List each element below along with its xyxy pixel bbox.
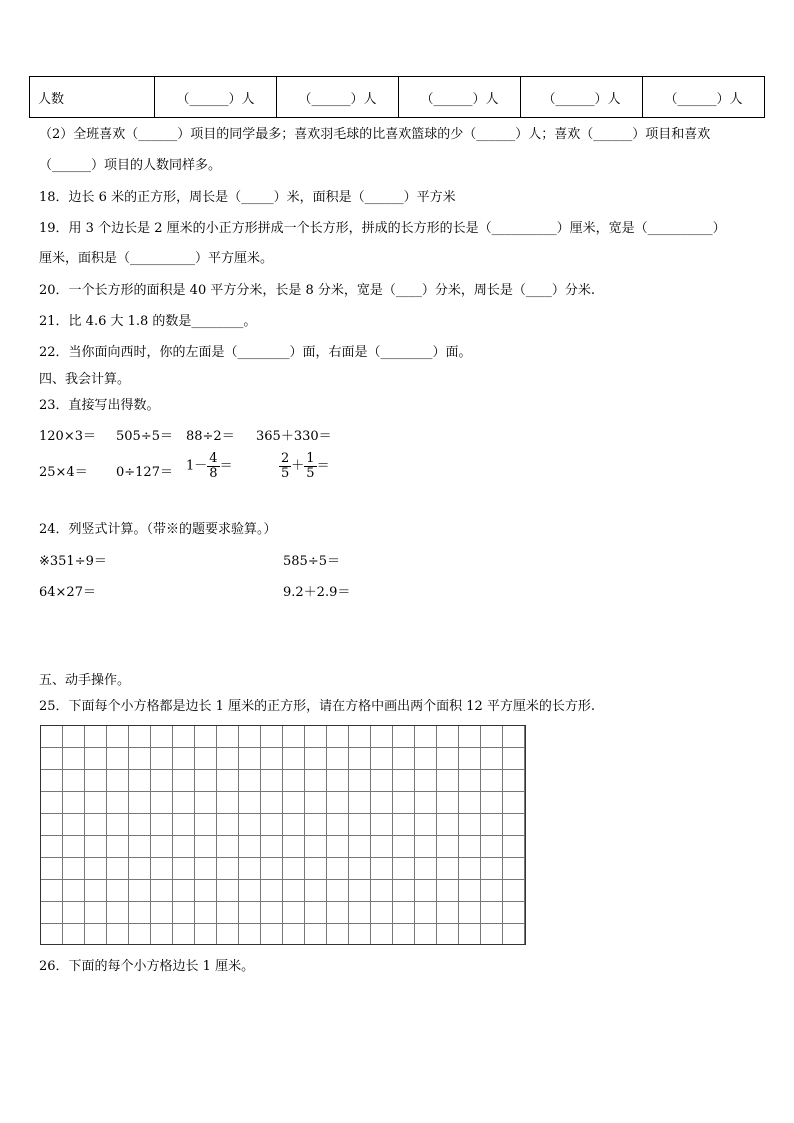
fraction <box>207 452 219 481</box>
fraction-numerator: 4 <box>209 451 218 466</box>
section-heading-4: 四、我会计算。 <box>39 372 131 387</box>
section-heading-5: 五、动手操作。 <box>39 673 131 688</box>
fraction-denominator: 5 <box>306 466 315 481</box>
people-count-table <box>29 76 765 118</box>
calc-item-fraction-1 <box>186 452 233 481</box>
row-label: 人数 <box>30 77 155 118</box>
q17-2-line1: （2）全班喜欢（______）项目的同学最多；喜欢羽毛球的比喜欢篮球的少（______）人；喜欢（______）项目和喜欢 <box>39 127 711 142</box>
vertical-calc-item: 9.2＋2.9＝ <box>283 585 351 600</box>
plus-sign: ＋ <box>291 458 305 474</box>
calc-equals: ＝ <box>316 458 330 474</box>
question-26: 26．下面的每个小方格边长 1 厘米。 <box>39 959 255 974</box>
calc-item: 0÷127＝ <box>116 465 173 480</box>
answer-cell[interactable]: （______）人 <box>155 77 277 118</box>
drawing-grid[interactable] <box>40 725 526 945</box>
question-18: 18．边长 6 米的正方形，周长是（_____）米，面积是（______）平方米 <box>39 190 456 205</box>
q17-2-line2: （______）项目的人数同样多。 <box>39 158 222 173</box>
question-19-line2: 厘米，面积是（__________）平方厘米。 <box>39 251 274 266</box>
calc-item: 88÷2＝ <box>186 429 235 444</box>
fraction-numerator: 1 <box>306 451 315 466</box>
question-24-title: 24．列竖式计算。（带※的题要求验算。） <box>39 522 277 537</box>
answer-cell[interactable]: （______）人 <box>399 77 521 118</box>
table-row <box>30 77 765 118</box>
vertical-calc-item: 64×27＝ <box>39 585 96 600</box>
calc-prefix: 1－ <box>186 458 208 474</box>
fraction <box>279 452 291 481</box>
question-19-line1: 19．用 3 个边长是 2 厘米的小正方形拼成一个长方形，拼成的长方形的长是（__________）厘米，宽是（__________） <box>39 221 726 236</box>
fraction <box>304 452 316 481</box>
question-20: 20．一个长方形的面积是 40 平方分米，长是 8 分米，宽是（____）分米，周长是（____）分米. <box>39 283 596 298</box>
question-22: 22．当你面向西时，你的左面是（________）面，右面是（________）面。 <box>39 345 472 360</box>
calc-item: 365＋330＝ <box>256 429 332 444</box>
calc-equals: ＝ <box>219 458 233 474</box>
answer-cell[interactable]: （______）人 <box>643 77 765 118</box>
question-21: 21．比 4.6 大 1.8 的数是________。 <box>39 314 257 329</box>
calc-item: 120×3＝ <box>39 429 96 444</box>
calc-item: 25×4＝ <box>39 465 88 480</box>
answer-cell[interactable]: （______）人 <box>277 77 399 118</box>
fraction-numerator: 2 <box>281 451 290 466</box>
fraction-denominator: 8 <box>209 466 218 481</box>
calc-item: 505÷5＝ <box>116 429 173 444</box>
answer-cell[interactable]: （______）人 <box>521 77 643 118</box>
vertical-calc-item: ※351÷9＝ <box>39 554 107 569</box>
vertical-calc-item: 585÷5＝ <box>283 554 340 569</box>
fraction-denominator: 5 <box>281 466 290 481</box>
calc-item-fraction-2 <box>279 452 330 481</box>
question-23-title: 23．直接写出得数。 <box>39 398 160 413</box>
question-25: 25．下面每个小方格都是边长 1 厘米的正方形，请在方格中画出两个面积 12 平方厘米的长方形. <box>39 699 596 714</box>
